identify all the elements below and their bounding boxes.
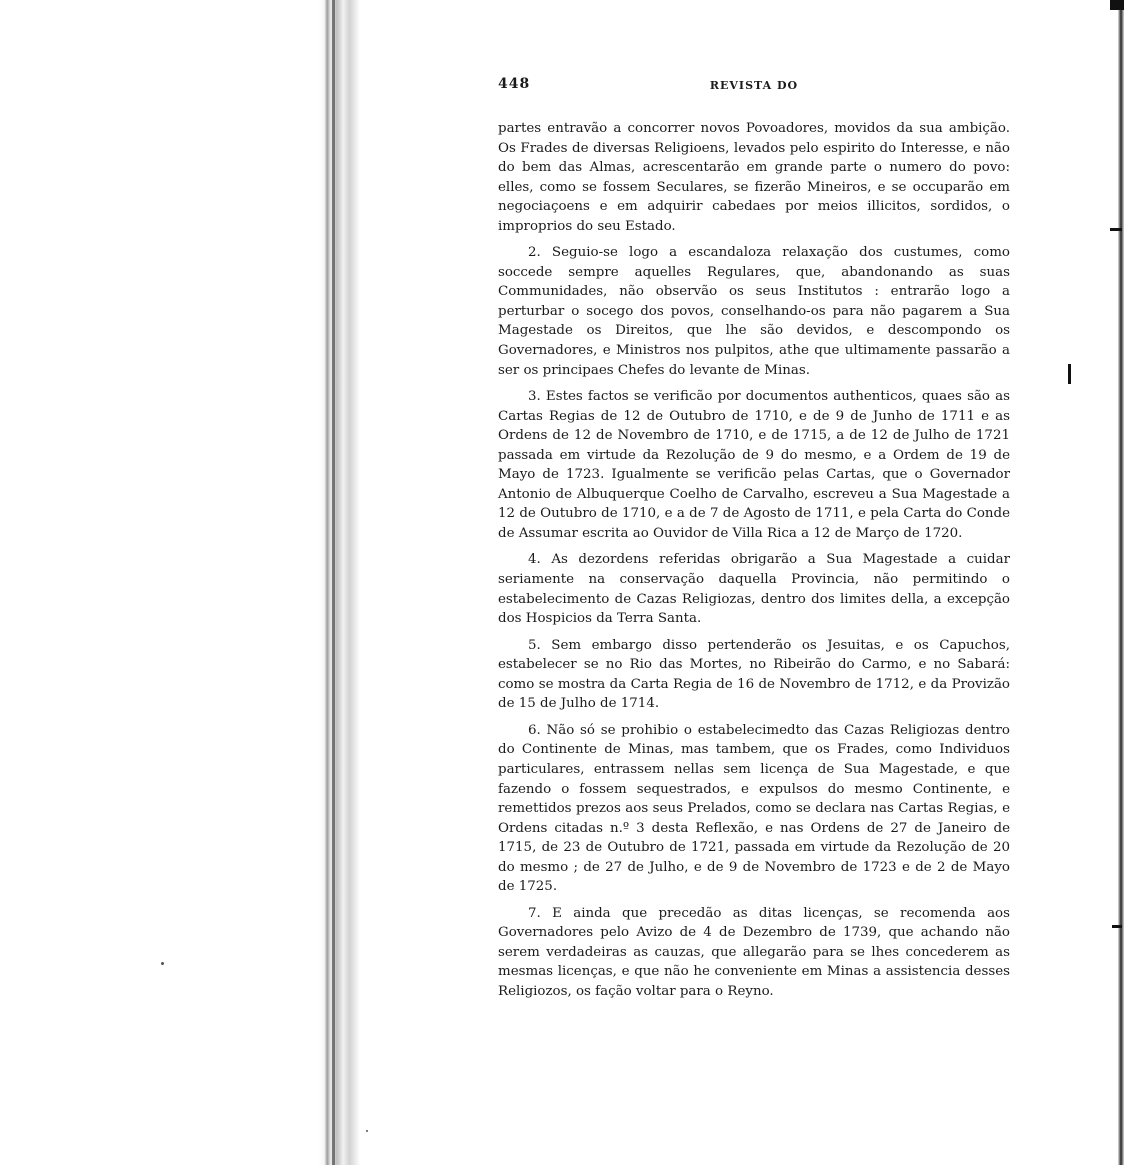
scan-gutter-line (332, 0, 335, 1165)
page-body (498, 119, 1010, 1002)
scan-edge-mark (1110, 228, 1122, 231)
book-page (498, 74, 1010, 1009)
scan-gutter-shadow (318, 0, 360, 1165)
paragraph-3: 3. Estes factos se verificão por documentos authenticos, quaes são as Cartas Regias de 12 de Outubro de 1710, e de 9 de Junho de 1711 e as Ordens de 12 de Novembro de 1710, e de 1715, a de 12 de Julho de 1721 passada em virtude da Rezolução de 9 do mesmo, e a Ordem de 19 de Mayo de 1723. Igualmente se verificão pelas Cartas, que o Governador Antonio de Albuquerque Coelho de Carvalho, escreveu a Sua Magestade a 12 de Outubro de 1710, e a de 7 de Agosto de 1711, e pela Carta do Conde de Assumar escrita ao Ouvidor de Villa Rica a 12 de Março de 1720. (498, 389, 1010, 541)
scan-speck (366, 1130, 368, 1132)
page-number: 448 (498, 76, 531, 92)
paragraph-7: 7. E ainda que precedão as ditas licenças, se recomenda aos Governadores pelo Avizo de 4 de Dezembro de 1739, que achando não serem verdadeiras as cauzas, que allegarão para se lhes concederem as mesmas licenças, e que não he conveniente em Minas a assistencia desses Religiozos, os fação voltar para o Reyno. (498, 905, 1010, 999)
paragraph-6: 6. Não só se prohibio o estabelecimedto das Cazas Religiozas dentro do Continente de Minas, mas tambem, que os Frades, como Individuos particulares, entrassem nellas sem licença de Sua Magestade, e que fazendo o fossem sequestrados, e expulsos do mesmo Continente, e remettidos prezos aos seus Prelados, como se declara nas Cartas Regias, e Ordens citadas n.º 3 desta Reflexão, e nas Ordens de 27 de Janeiro de 1715, de 23 de Outubro de 1721, passada em virtude da Rezolução de 20 do mesmo ; de 27 de Julho, e de 9 de Novembro de 1723 e de 2 de Mayo de 1725. (498, 722, 1010, 895)
page-header (498, 74, 1010, 96)
scan-edge-mark (1110, 0, 1124, 10)
paragraph-5: 5. Sem embargo disso pertenderão os Jesuitas, e os Capuchos, estabelecer se no Rio das Mortes, no Ribeirão do Carmo, e no Sabará: como se mostra da Carta Regia de 16 de Novembro de 1712, e da Provizão de 15 de Julho de 1714. (498, 637, 1010, 712)
running-head: REVISTA DO (709, 79, 799, 92)
scan-speck (161, 962, 164, 965)
paragraph-4: 4. As dezordens referidas obrigarão a Sua Magestade a cuidar seriamente na conservação daquella Provincia, não permitindo o estabelecimento de Cazas Religiozas, dentro dos limites della, a excepção dos Hospicios da Terra Santa. (498, 552, 1010, 627)
paragraph-continued: partes entravão a concorrer novos Povoadores, movidos da sua ambição. Os Frades de diversas Religioens, levados pelo espirito do Interesse, e não do bem das Almas, acrescentarão em grande parte o numero do povo: elles, como se fossem Seculares, se fizerão Mineiros, e se occuparão em negociaçoens e em adquirir cabedaes por meios illicitos, sordidos, o improprios do seu Estado. (498, 121, 1010, 234)
scan-edge-mark (1112, 925, 1122, 928)
scan-right-edge (1118, 0, 1124, 1165)
paragraph-2: 2. Seguio-se logo a escandaloza relaxação dos custumes, como soccede sempre aquelles Regulares, que, abandonando as suas Communidades, não observão os seus Institutos : entrarão logo a perturbar o socego dos povos, conselhando-os para não pagarem a Sua Magestade os Direitos, que lhe são devidos, e descompondo os Governadores, e Ministros nos pulpitos, athe que ultimamente passarão a ser os principaes Chefes do levante de Minas. (498, 245, 1010, 378)
scan-edge-mark (1068, 364, 1071, 384)
